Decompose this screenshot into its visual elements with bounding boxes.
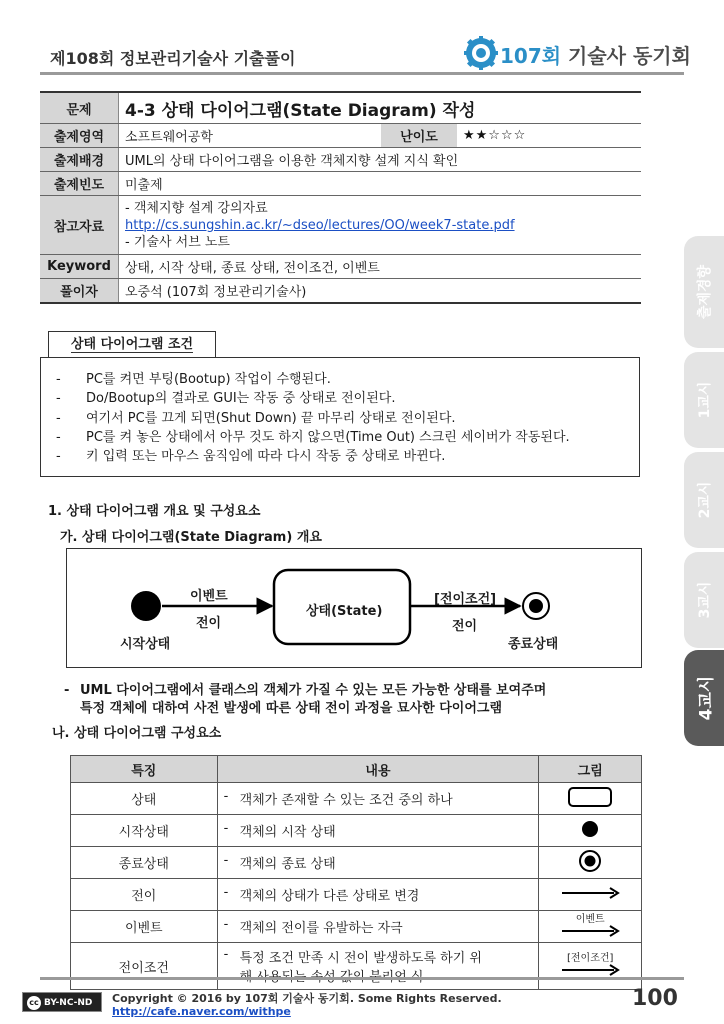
- content-text: 객체의 종료 상태: [239, 857, 336, 872]
- cc-icon: cc: [27, 996, 41, 1010]
- content-cell: - 객체의 종료 상태: [217, 847, 539, 879]
- figure-cell: [539, 815, 642, 847]
- reference-link[interactable]: http://cs.sungshin.ac.kr/~dseo/lectures/OO/week7-state.pdf: [125, 217, 515, 233]
- license-text: BY-NC-ND: [44, 998, 93, 1008]
- end-state-core: [529, 599, 543, 613]
- problem-info-table: [40, 91, 641, 304]
- background-value: UML의 상태 다이어그램을 이용한 객체지향 설계 지식 확인: [119, 148, 642, 172]
- frequency-value: 미출제: [119, 172, 642, 196]
- cafe-link[interactable]: http://cafe.naver.com/withpe: [112, 1005, 291, 1018]
- problem-title: 4-3 상태 다이어그램(State Diagram) 작성: [119, 92, 642, 124]
- content-cell: - 객체의 시작 상태: [217, 815, 539, 847]
- table-row: [71, 943, 642, 990]
- conditions-list: [56, 370, 570, 466]
- table-row: [71, 911, 642, 943]
- diagram-description: - UML 다이어그램에서 클래스의 객체가 가질 수 있는 모든 가능한 상태를 보여주며 특정 객체에 대하여 사전 발생에 따른 상태 전이 과정을 묘사한 다이어그램: [64, 682, 624, 718]
- area-label: 출제영역: [40, 124, 119, 148]
- table-row: [71, 783, 642, 815]
- diagram-transition-label: 전이: [452, 619, 478, 634]
- difficulty-stars: ★★☆☆☆: [457, 124, 641, 148]
- content-text: 객체의 상태가 다른 상태로 변경: [239, 889, 420, 904]
- content-cell: - 객체가 존재할 수 있는 조건 중의 하나: [217, 783, 539, 815]
- footer-divider: [40, 977, 684, 980]
- reference-value: [119, 196, 642, 255]
- content-text: 특정 조건 만족 시 전이 발생하도록 하기 위: [239, 951, 482, 966]
- description-line: 특정 객체에 대하여 사전 발생에 따른 상태 전이 과정을 묘사한 다이어그램: [80, 701, 502, 716]
- tab-session-4[interactable]: [684, 650, 724, 746]
- keyword-label: Keyword: [40, 255, 119, 279]
- problem-label: 문제: [40, 92, 119, 124]
- diagram-condition-label: [전이조건]: [434, 592, 497, 607]
- tab-session-3[interactable]: [684, 552, 724, 648]
- components-table: [70, 755, 642, 990]
- transition-arrow-icon: [560, 886, 620, 900]
- conditions-title: [48, 331, 216, 358]
- reference-item: - 객체지향 설계 강의자료: [125, 200, 268, 216]
- content-text: 객체가 존재할 수 있는 조건 중의 하나: [239, 793, 453, 808]
- keyword-value: 상태, 시작 상태, 종료 상태, 전이조건, 이벤트: [119, 255, 642, 279]
- tab-trends[interactable]: [684, 236, 724, 348]
- author-label: 풀이자: [40, 279, 119, 304]
- figure-cell: [539, 943, 642, 990]
- reference-label: 참고자료: [40, 196, 119, 255]
- list-item: - Do/Bootup의 결과로 GUI는 작동 중 상태로 전이된다.: [56, 389, 570, 408]
- table-row: [71, 815, 642, 847]
- figure-cell: [539, 783, 642, 815]
- event-arrow-icon: [560, 925, 620, 937]
- list-item: - 키 입력 또는 마우스 움직임에 따라 다시 작동 중 상태로 바뀐다.: [56, 447, 570, 466]
- brand-number: 107회: [500, 44, 562, 68]
- tab-label: 2교시: [697, 481, 713, 519]
- content-cell: - 객체의 전이를 유발하는 자극: [217, 911, 539, 943]
- start-state-icon: [131, 591, 161, 621]
- difficulty-label: 난이도: [381, 124, 457, 148]
- area-value: 소프트웨어공학: [119, 124, 382, 148]
- brand-name: [500, 40, 691, 69]
- brand-text: 기술사 동기회: [561, 44, 691, 68]
- figure-cell: [539, 847, 642, 879]
- diagram-event-label: 이벤트: [190, 589, 228, 604]
- condition-arrow-icon: [560, 964, 620, 976]
- document-title: 제108회 정보관리기술사 기출풀이: [50, 49, 296, 68]
- content-cell: - 객체의 상태가 다른 상태로 변경: [217, 879, 539, 911]
- tab-label: 3교시: [697, 581, 713, 619]
- feature-cell: 종료상태: [71, 847, 218, 879]
- start-state-icon: [580, 819, 600, 839]
- content-cell: - 특정 조건 만족 시 전이 발생하도록 하기 위: [217, 943, 539, 990]
- page-number: 100: [632, 986, 678, 1011]
- content-text: 객체의 시작 상태: [239, 825, 336, 840]
- tab-label: 4교시: [696, 675, 717, 721]
- diagram-end-label: 종료상태: [508, 637, 559, 652]
- background-label: 출제배경: [40, 148, 119, 172]
- table-row: [71, 879, 642, 911]
- subsection-heading: 가. 상태 다이어그램(State Diagram) 개요: [60, 530, 322, 545]
- description-line: UML 다이어그램에서 클래스의 객체가 가질 수 있는 모든 가능한 상태를 보여주며: [80, 683, 547, 698]
- figure-cell: [539, 911, 642, 943]
- tab-session-1[interactable]: [684, 352, 724, 448]
- state-box-icon: [567, 786, 613, 808]
- copyright-text: Copyright © 2016 by 107회 기술사 동기회. Some Rights Reserved.: [112, 992, 502, 1005]
- cc-license-badge: [22, 992, 102, 1012]
- figure-cell: [539, 879, 642, 911]
- column-header: 그림: [539, 756, 642, 783]
- diagram-transition-label: 전이: [196, 616, 222, 631]
- header-divider: [40, 72, 684, 75]
- feature-cell: 시작상태: [71, 815, 218, 847]
- list-item: - PC를 켜면 부팅(Bootup) 작업이 수행된다.: [56, 370, 570, 389]
- feature-cell: 전이: [71, 879, 218, 911]
- tab-session-2[interactable]: [684, 452, 724, 548]
- table-row: [71, 847, 642, 879]
- subsection-heading: 나. 상태 다이어그램 구성요소: [52, 726, 222, 741]
- diagram-state-label: 상태(State): [306, 604, 383, 619]
- column-header: 내용: [217, 756, 539, 783]
- feature-cell: 상태: [71, 783, 218, 815]
- section-heading: 1. 상태 다이어그램 개요 및 구성요소: [48, 504, 261, 519]
- gear-logo-icon: [464, 36, 498, 70]
- feature-cell: 전이조건: [71, 943, 218, 990]
- end-state-icon: [578, 849, 602, 873]
- tab-label: 출제경향: [697, 264, 713, 320]
- tab-label: 1교시: [697, 381, 713, 419]
- reference-item: - 기술사 서브 노트: [125, 234, 230, 250]
- content-text: 객체의 전이를 유발하는 자극: [239, 921, 403, 936]
- diagram-start-label: 시작상태: [120, 637, 171, 652]
- list-item: - PC를 켜 놓은 상태에서 아무 것도 하지 않으면(Time Out) 스크린 세이버가 작동된다.: [56, 428, 570, 447]
- event-figure-label: 이벤트: [575, 914, 605, 925]
- frequency-label: 출제빈도: [40, 172, 119, 196]
- list-item: - 여기서 PC를 끄게 되면(Shut Down) 끝 마무리 상태로 전이된다.: [56, 409, 570, 428]
- author-value: 오중석 (107회 정보관리기술사): [119, 279, 642, 304]
- conditions-title-text: 상태 다이어그램 조건: [70, 337, 194, 352]
- condition-figure-label: [전이조건]: [566, 952, 614, 964]
- column-header: 특징: [71, 756, 218, 783]
- feature-cell: 이벤트: [71, 911, 218, 943]
